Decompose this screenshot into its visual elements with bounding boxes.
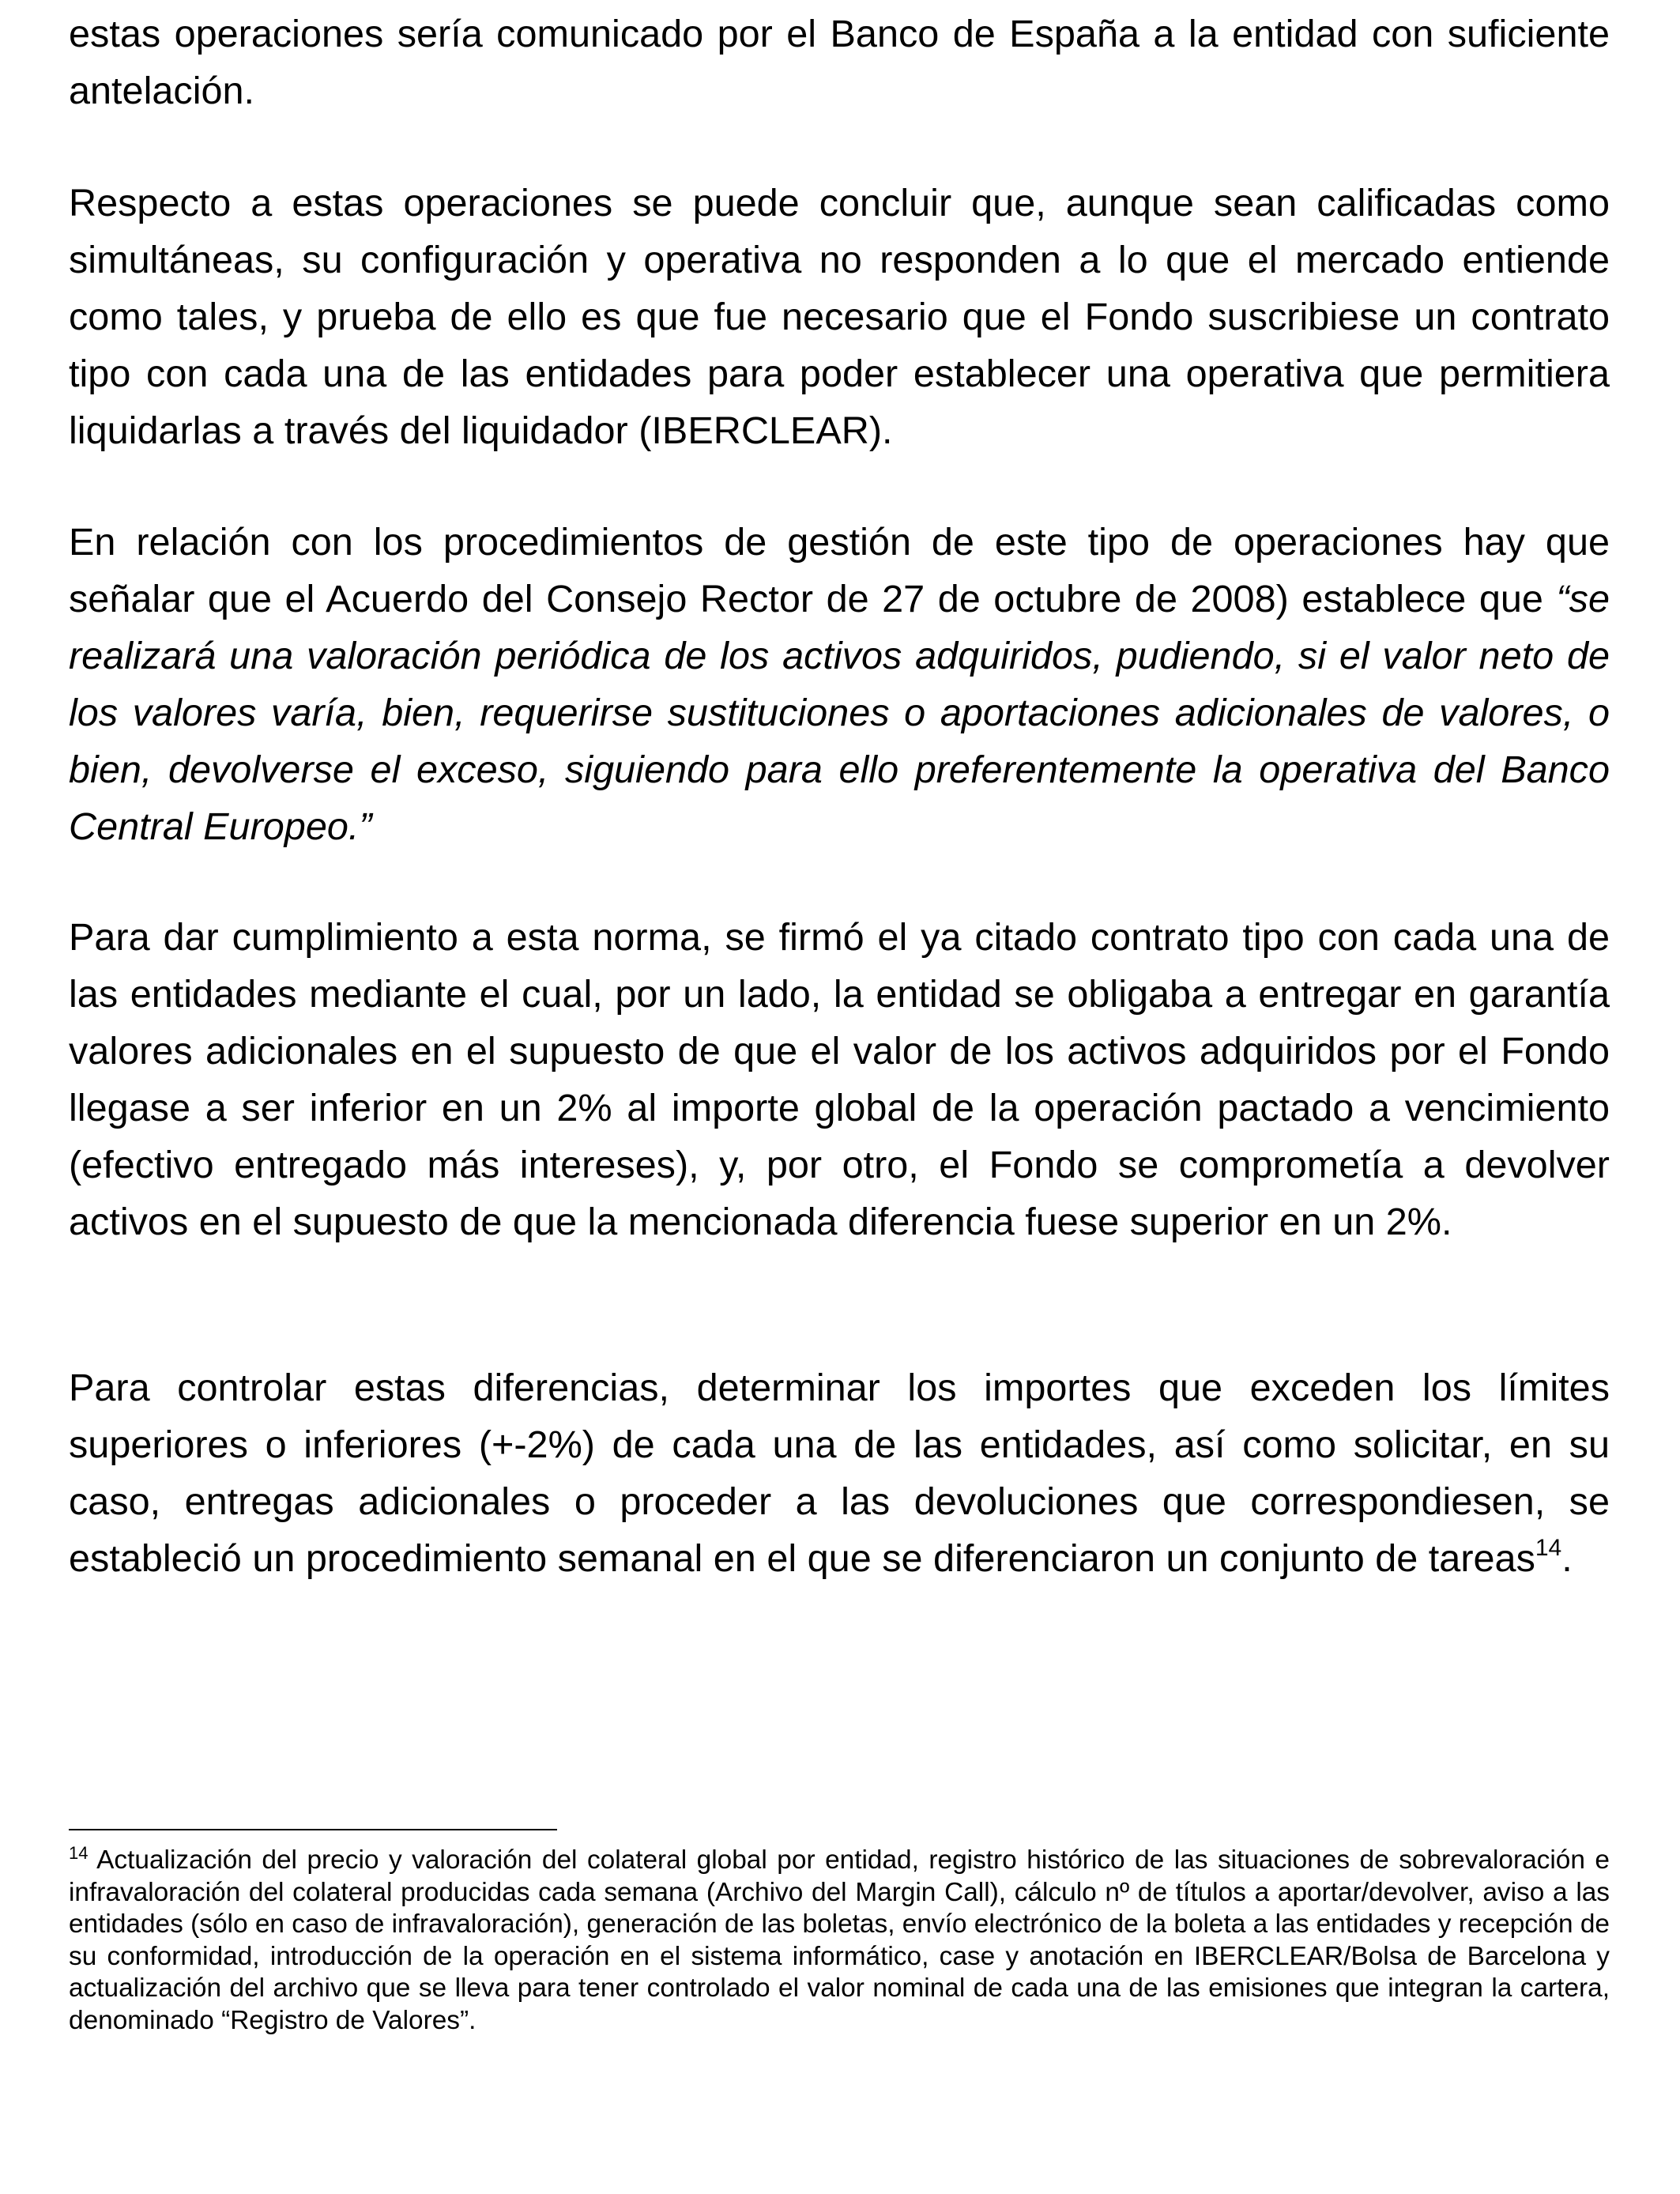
paragraph-3-quote: “se realizará una valoración periódica de los activos adquiridos, pudiendo, si el valor neto de los valores varía, bien, requerirse sustituciones o aportaciones adicionales de valores, o bien, devolverse el exceso, siguiendo para ello preferentemente la operativa del Banco Central Europeo.” (69, 578, 1610, 848)
paragraph-2-text: Respecto a estas operaciones se puede concluir que, aunque sean calificadas como simultáneas, su configuración y operativa no responden a lo que el mercado entiende como tales, y prueba de ello es que fue necesario que el Fondo suscribiese un contrato tipo con cada una de las entidades para poder establecer una operativa que permitiera liquidarlas a través del liquidador (IBERCLEAR). (69, 182, 1610, 452)
footnote-number: 14 (69, 1843, 89, 1863)
paragraph-4 (69, 909, 1610, 1250)
paragraph-5-text: Para controlar estas diferencias, determinar los importes que exceden los límites superiores o inferiores (+-2%) de cada una de las entidades, así como solicitar, en su caso, entregas adicionales o proceder a las devoluciones que correspondiesen, se estableció un procedimiento semanal en el que se diferenciaron un conjunto de tareas (69, 1367, 1610, 1580)
footnote-separator (69, 1829, 557, 1830)
paragraph-3-intro: En relación con los procedimientos de gestión de este tipo de operaciones hay que señalar que el Acuerdo del Consejo Rector de 27 de octubre de 2008) establece que (69, 521, 1610, 620)
footnote-reference[interactable]: 14 (1535, 1535, 1562, 1561)
paragraph-1 (69, 6, 1610, 119)
footnote-14 (69, 1845, 1610, 2037)
paragraph-5-end: . (1561, 1537, 1573, 1580)
paragraph-1-text: estas operaciones sería comunicado por el Banco de España a la entidad con suficiente antelación. (69, 13, 1610, 112)
paragraph-3 (69, 514, 1610, 855)
footnote-text: Actualización del precio y valoración del colateral global por entidad, registro histórico de las situaciones de sobrevaloración e infravaloración del colateral producidas cada semana (Archivo del Margin Call), cálculo nº de títulos a aportar/devolver, aviso a las entidades (sólo en caso de infravaloración), generación de las boletas, envío electrónico de la boleta a las entidades y recepción de su conformidad, introducción de la operación en el sistema informático, case y anotación en IBERCLEAR/Bolsa de Barcelona y actualización del archivo que se lleva para tener controlado el valor nominal de cada una de las emisiones que integran la cartera, denominado “Registro de Valores”. (69, 1845, 1610, 2035)
paragraph-2 (69, 175, 1610, 459)
paragraph-4-text: Para dar cumplimiento a esta norma, se firmó el ya citado contrato tipo con cada una de las entidades mediante el cual, por un lado, la entidad se obligaba a entregar en garantía valores adicionales en el supuesto de que el valor de los activos adquiridos por el Fondo llegase a ser inferior en un 2% al importe global de la operación pactado a vencimiento (efectivo entregado más intereses), y, por otro, el Fondo se comprometía a devolver activos en el supuesto de que la mencionada diferencia fuese superior en un 2%. (69, 916, 1610, 1243)
paragraph-5 (69, 1359, 1610, 1587)
